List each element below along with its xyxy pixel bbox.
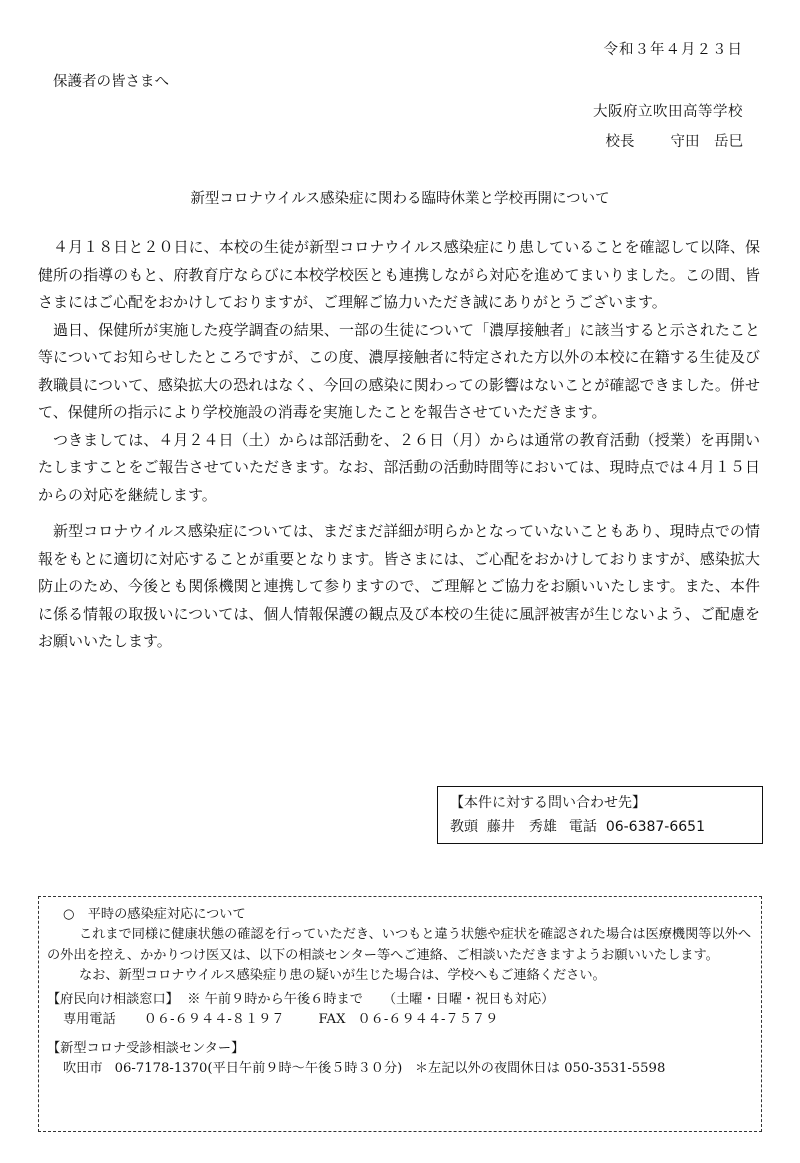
prefecture-consult-line [47, 990, 753, 1010]
notice-heading: ○ 平時の感染症対応について [63, 907, 246, 922]
prefecture-phone: ０６-６９４４-８１９７ [143, 1012, 285, 1028]
document-date: 令和３年４月２３日 [603, 42, 743, 58]
document-title: 新型コロナウイルス感染症に関わる臨時休業と学校再開について [190, 191, 610, 207]
prefecture-label: 【府民向け相談窓口】 [47, 992, 179, 1008]
center-line [47, 1059, 753, 1079]
center-night: ＊左記以外の夜間休日は 050-3531-5598 [414, 1061, 666, 1077]
center-phone: 06-7178-1370(平日午前９時～午後５時３０分) [114, 1061, 403, 1077]
principal-title: 校長 [605, 134, 635, 150]
contact-box [437, 786, 763, 844]
body-paragraph-2: 過日、保健所が実施した疫学調査の結果、一部の生徒について「濃厚接触者」に該当すると示されたこと等についてお知らせしたところですが、この度、濃厚接触者に特定された方以外の本校に在籍する生徒及び教職員について、感染拡大の恐れはなく、今回の感染に関わっての影響はないことが確認できました。併せて、保健所の指示により学校施設の消毒を実施したことを報告させていただきます。 [38, 320, 760, 421]
body-paragraph-3: つきましては、４月２４日（土）からは部活動を、２６日（月）からは通常の教育活動（授業）を再開いたしますことをご報告させていただきます。なお、部活動の活動時間等においては、現時点では４月１５日からの対応を継続します。 [38, 430, 760, 504]
contact-phone: 06-6387-6651 [605, 819, 705, 835]
principal [606, 130, 744, 151]
contact-phone-label: 電話 [568, 819, 597, 835]
prefecture-days: （土曜・日曜・祝日も対応） [382, 992, 555, 1008]
center-label: 【新型コロナ受診相談センター】 [47, 1040, 245, 1056]
prefecture-fax: ０６-６９４４-７５７９ [357, 1012, 499, 1028]
notice-text-1: これまで同様に健康状態の確認を行っていただき、いつもと違う状態や症状を確認された場合は医療機関等以外への外出を控え、かかりつけ医又は、以下の相談センター等へご連絡、ご相談いただきますようお願いいたします。 [47, 927, 752, 963]
document-body [38, 234, 760, 656]
recipient: 保護者の皆さまへ [53, 74, 169, 90]
prefecture-hours: ※ 午前９時から午後６時まで [187, 992, 363, 1008]
contact-role: 教頭 [450, 819, 478, 835]
body-paragraph-4: 新型コロナウイルス感染症については、まだまだ詳細が明らかとなっていないこともあり、現時点での情報をもとに適切に対応することが重要となります。皆さまには、ご心配をおかけしておりますが、感染拡大防止のため、今後とも関係機関と連携して参りますので、ご理解とご協力をお願いいたします。また、本件に係る情報の取扱いについては、個人情報保護の観点及び本校の生徒に風評被害が生じないよう、ご配慮をお願いいたします。 [38, 522, 760, 650]
school-name: 大阪府立吹田高等学校 [593, 104, 743, 120]
notice-text-2: なお、新型コロナウイルス感染症り患の疑いが生じた場合は、学校へもご連絡ください。 [79, 967, 606, 983]
prefecture-fax-label: FAX [318, 1012, 346, 1028]
prefecture-phone-label: 専用電話 [63, 1012, 116, 1028]
contact-name: 藤井 秀雄 [486, 819, 557, 835]
center-city: 吹田市 [63, 1061, 103, 1077]
notice-box [38, 896, 762, 1132]
body-paragraph-1: ４月１８日と２０日に、本校の生徒が新型コロナウイルス感染症にり患していることを確認して以降、保健所の指導のもと、府教育庁ならびに本校学校医とも連携しながら対応を進めてまいりました。この間、皆さまにはご心配をおかけしておりますが、ご理解ご協力いただき誠にありがとうございます。 [38, 238, 760, 311]
contact-line [450, 815, 750, 839]
principal-name: 守田 岳巳 [670, 134, 743, 150]
contact-heading: 【本件に対する問い合わせ先】 [450, 795, 646, 811]
prefecture-phone-line [47, 1010, 753, 1030]
